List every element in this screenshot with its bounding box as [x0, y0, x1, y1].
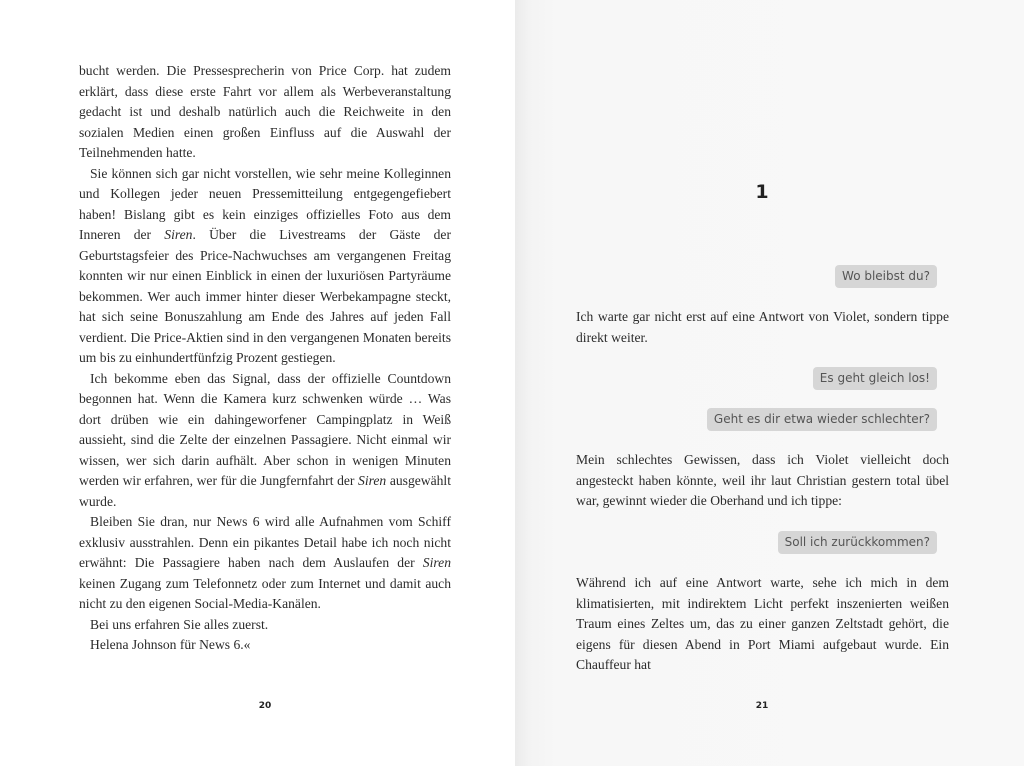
message-bubble: Soll ich zurückkommen?: [778, 531, 937, 554]
chapter-number: 1: [755, 181, 769, 203]
right-paragraph: [576, 450, 949, 512]
page-number: 20: [258, 701, 272, 711]
paragraph: Ich bekomme eben das Signal, dass der offizielle Countdown begonnen hat. Wenn die Kamera kurz schwenken würde … Was dort drüben wie ein dahingeworfener Campingplatz in Weiß aussieht, sind die Zelte der einzelnen Passagiere. Nicht einmal wir wissen, wer sich darin aufhält. Aber schon in wenigen Minuten werden wir erfahren, wer für die Jungfernfahrt der Siren ausgewählt wurde.: [79, 370, 451, 509]
paragraph: Während ich auf eine Antwort warte, sehe ich mich in dem klimatisierten, mit indirektem Licht perfekt inszenierten weißen Traum eines Zeltes um, das zu einer ganzen Zeltstadt gehört, die eigens für diesen Abend in Port Miami aufgebaut wurde. Ein Chauffeur hat: [576, 575, 949, 672]
paragraph: Helena Johnson für News 6.«: [90, 637, 251, 652]
message-bubble: Wo bleibst du?: [835, 265, 937, 288]
right-page: [515, 0, 1024, 766]
paragraph: Sie können sich gar nicht vorstellen, wie sehr meine Kolleginnen und Kollegen jeder neuen Pressemitteilung entgegengefiebert haben! Bislang gibt es kein einziges offizielles Foto aus dem Inneren der Siren. Über die Livestreams der Gäste der Geburtstagsfeier des Price-Nachwuchses am vergangenen Freitag konnten wir nur einen Einblick in einen der luxuriösen Partyräume bekommen. Wer auch immer hinter dieser Werbekampagne steckt, hat sich seine Bonuszahlung am Ende des Jahres auf jeden Fall verdient. Die Price-Aktien sind in den vergangenen Monaten bereits um bis zu einhundertfünfzig Prozent gestiegen.: [79, 165, 451, 365]
paragraph: Ich warte gar nicht erst auf eine Antwort von Violet, sondern tippe direkt weiter.: [576, 309, 949, 345]
paragraph: Bei uns erfahren Sie alles zuerst.: [90, 616, 269, 632]
paragraph: Bleiben Sie dran, nur News 6 wird alle Aufnahmen vom Schiff exklusiv ausstrahlen. Denn ein pikantes Detail habe ich noch nicht erwähnt: Die Passagiere haben nach dem Auslaufen der Siren keinen Zugang zum Telefonnetz oder zum Internet und damit auch nicht zu den eigenen Social-Media-Kanälen.: [79, 514, 451, 611]
message-bubble: Es geht gleich los!: [813, 367, 937, 390]
page-number: 21: [755, 701, 769, 711]
paragraph: Mein schlechtes Gewissen, dass ich Violet vielleicht doch angesteckt haben könnte, weil ihr laut Christian gestern total übel war, gewinnt wieder die Oberhand und ich tippe:: [576, 452, 949, 508]
right-paragraph: [576, 307, 949, 348]
message-bubble: Geht es dir etwa wieder schlechter?: [707, 408, 937, 431]
right-paragraph: [576, 573, 949, 676]
paragraph: bucht werden. Die Pressesprecherin von Price Corp. hat zudem erklärt, dass diese erste Fahrt vor allem als Werbeveranstaltung gedacht ist und deshalb natürlich auch die Reichweite in den sozialen Medien einen großen Einfluss auf die Auswahl der Teilnehmenden hatte.: [79, 63, 451, 160]
left-page-text: [79, 61, 451, 656]
